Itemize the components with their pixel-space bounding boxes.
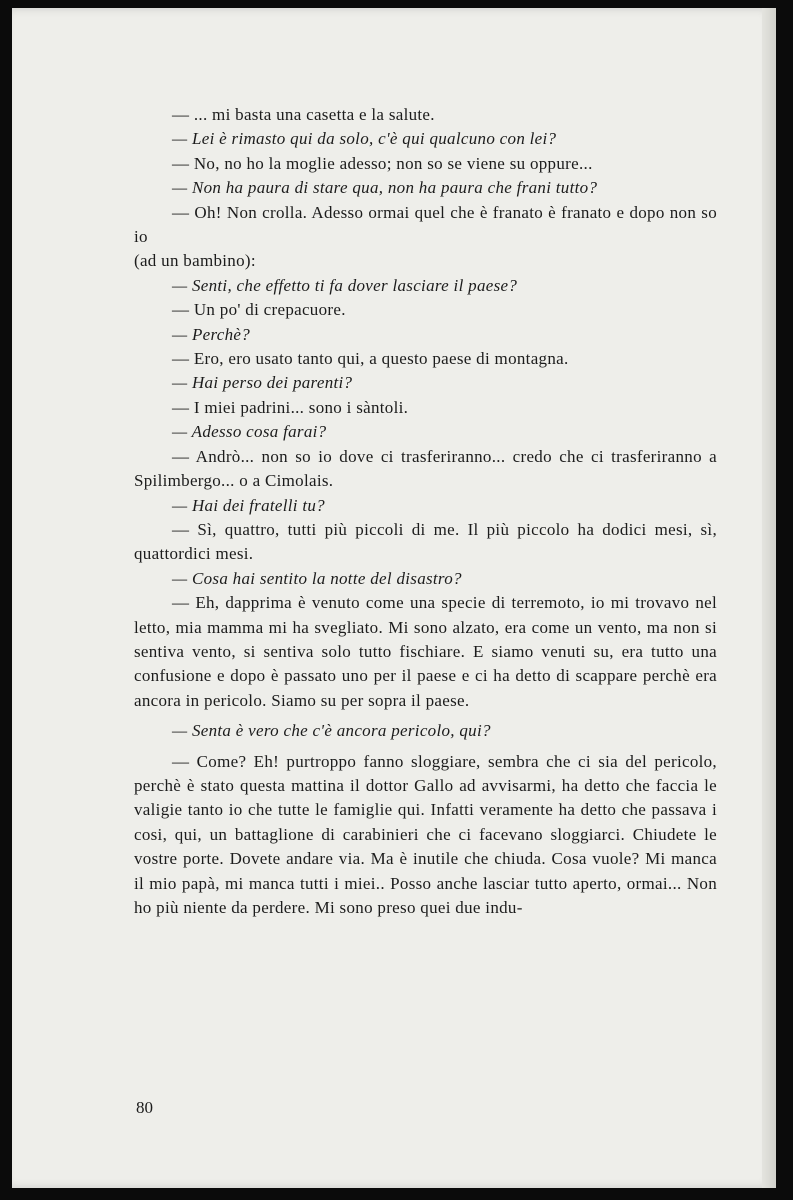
question-paragraph: — Lei è rimasto qui da solo, c'è qui qualcuno con lei? bbox=[172, 129, 557, 149]
answer-paragraph: — Andrò... non so io dove ci trasferiranno... credo che ci trasferiranno a Spilimbergo... o a Cimolais. bbox=[134, 446, 717, 491]
question-paragraph: — Perchè? bbox=[172, 324, 251, 344]
answer-paragraph: — Come? Eh! purtroppo fanno sloggiare, sembra che ci sia del pericolo, perchè è stato questa mattina il dottor Gallo ad avvisarmi, ha detto che faccia le valigie tanto io che tutte le famiglie qui. Infatti veramente ha detto che passava i cosi, qui, un battaglione di carabinieri che ci facevano sloggiarci. Chiudete le vostre porte. Dovete andare via. Ma è inutile che chiuda. Cosa vuole? Mi manca il mio papà, mi manca tutti i miei.. Posso anche lasciar tutto aperto, ormai... Non ho più niente da perdere. Mi sono preso quei due indu- bbox=[134, 751, 717, 917]
answer-paragraph: — No, no ho la moglie adesso; non so se viene su oppure... bbox=[172, 153, 593, 173]
book-page bbox=[12, 8, 776, 1188]
answer-paragraph: — I miei padrini... sono i sàntoli. bbox=[172, 397, 409, 417]
answer-paragraph: — Sì, quattro, tutti più piccoli di me. Il più piccolo ha dodici mesi, sì, quattordici mesi. bbox=[134, 519, 717, 564]
page-body bbox=[134, 103, 717, 920]
question-paragraph: — Non ha paura di stare qua, non ha paura che frani tutto? bbox=[172, 178, 598, 198]
question-paragraph: — Senta è vero che c'è ancora pericolo, qui? bbox=[172, 721, 491, 741]
question-paragraph: — Hai dei fratelli tu? bbox=[172, 495, 325, 515]
page-number: 80 bbox=[136, 1098, 153, 1117]
answer-paragraph: (ad un bambino): bbox=[134, 251, 256, 271]
question-paragraph: — Senti, che effetto ti fa dover lasciare il paese? bbox=[172, 275, 518, 295]
answer-paragraph: — Eh, dapprima è venuto come una specie di terremoto, io mi trovavo nel letto, mia mamma mi ha svegliato. Mi sono alzato, era come un vento, ma non si sentiva vento, si sentiva solo tutto fischiare. E siamo venuti su, era tutto una confusione e dopo è passato uno per il paese e ci ha detto di scappare perchè era ancora in pericolo. Siamo su per sopra il paese. bbox=[134, 593, 717, 710]
question-paragraph: — Cosa hai sentito la notte del disastro? bbox=[172, 568, 462, 588]
page-edge bbox=[762, 8, 776, 1188]
question-paragraph: — Adesso cosa farai? bbox=[172, 422, 327, 442]
answer-paragraph: — Un po' di crepacuore. bbox=[172, 300, 346, 320]
answer-paragraph: — ... mi basta una casetta e la salute. bbox=[172, 105, 435, 124]
answer-paragraph: — Ero, ero usato tanto qui, a questo paese di montagna. bbox=[172, 349, 569, 369]
question-paragraph: — Hai perso dei parenti? bbox=[172, 373, 353, 393]
answer-paragraph: — Oh! Non crolla. Adesso ormai quel che è franato è franato e dopo non so io bbox=[134, 202, 717, 247]
